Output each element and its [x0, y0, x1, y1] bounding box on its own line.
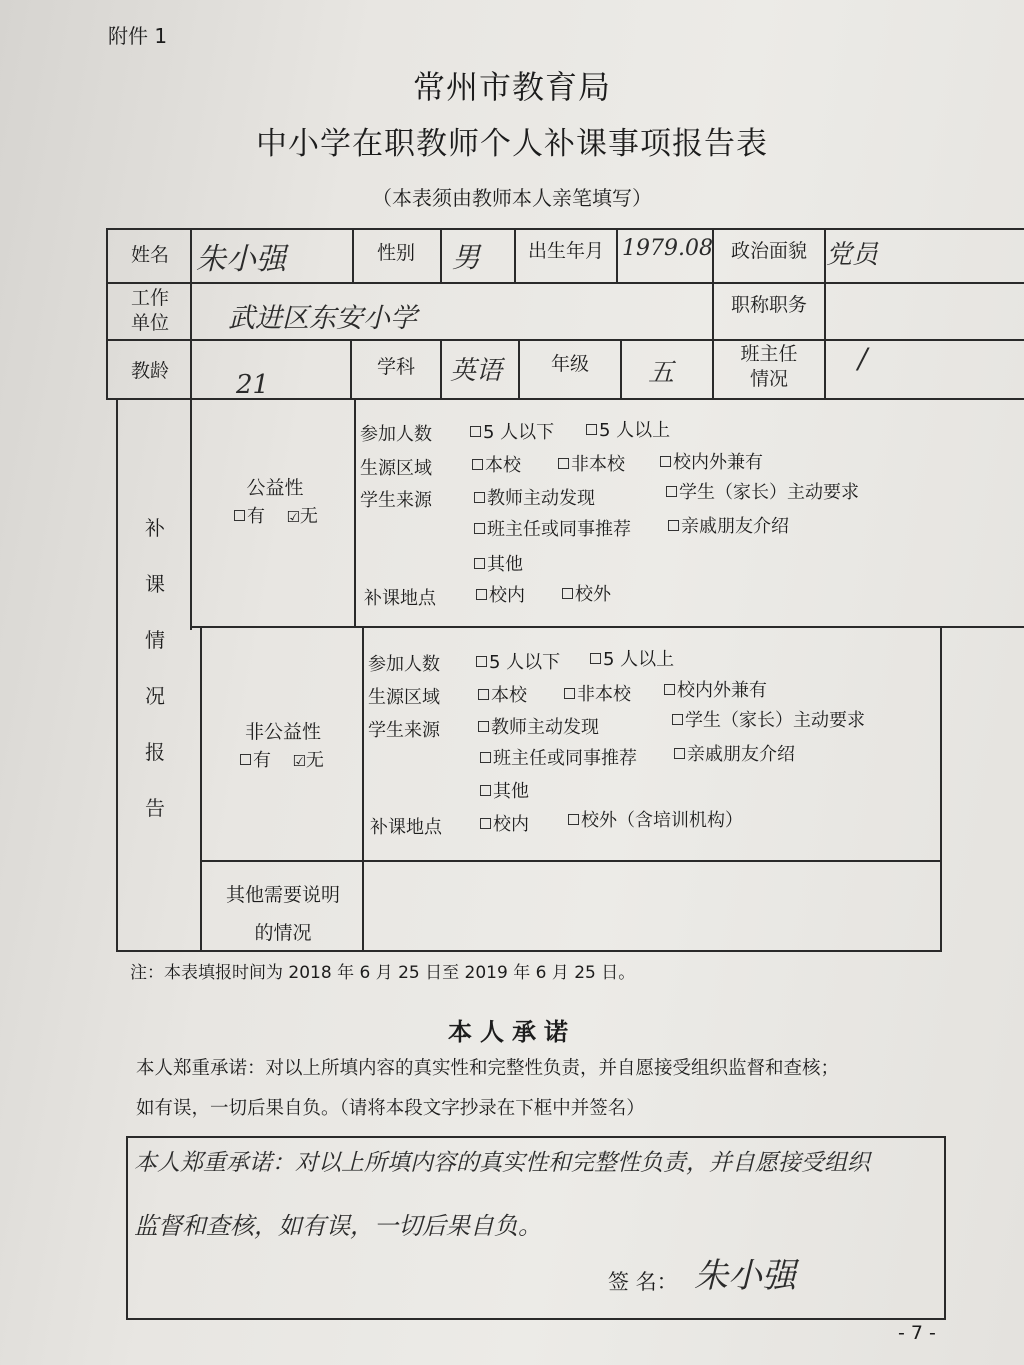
- option-label: 非本校: [577, 684, 631, 705]
- option-label: 校内外兼有: [677, 680, 767, 701]
- handwritten-promise-line2: 监督和查核，如有误，一切后果自负。: [134, 1212, 542, 1240]
- checkbox[interactable]: [660, 456, 671, 467]
- other-notes-label-line1: 其他需要说明: [225, 884, 340, 906]
- table-line: [106, 282, 1024, 284]
- work-unit-value: 武进区东安小学: [228, 303, 417, 334]
- name-value: 朱小强: [196, 242, 286, 277]
- section-char: 课: [145, 572, 165, 596]
- nonpublic-source-option: [480, 777, 529, 803]
- checkbox[interactable]: [480, 752, 491, 763]
- annex-label: 附件 1: [108, 24, 168, 48]
- public-welfare-label: 公益性: [246, 477, 304, 499]
- public-location-label: 补课地点: [364, 588, 436, 609]
- section-char: 情: [145, 628, 165, 652]
- option-label: 5 人以下: [483, 422, 555, 443]
- non-public-welfare-label: 非公益性: [244, 721, 321, 743]
- subtitle: （本表须由教师本人亲笔填写）: [372, 186, 652, 210]
- checkbox[interactable]: [564, 688, 575, 699]
- checkbox[interactable]: [586, 424, 597, 435]
- checkmark-icon: ☑: [292, 752, 306, 770]
- nonpublic-source-label: 学生来源: [368, 720, 440, 741]
- option-label: 其他: [487, 554, 523, 575]
- head-teacher-label-line2: 情况: [749, 368, 788, 390]
- nonpublic-region-option: [564, 680, 631, 706]
- option-label: 学生（家长）主动要求: [685, 710, 865, 731]
- checkbox[interactable]: [562, 588, 573, 599]
- table-line: [440, 228, 442, 282]
- nonpublic-participants-option: [590, 645, 674, 671]
- table-border-right: [940, 628, 942, 952]
- checkbox[interactable]: [478, 689, 489, 700]
- non-public-welfare-choice: [240, 746, 324, 772]
- title-line-2: 中小学在职教师个人补课事项报告表: [256, 126, 768, 162]
- promise-box-border: [126, 1318, 946, 1320]
- table-line: [350, 339, 352, 398]
- promise-title: 本人承诺: [448, 1018, 576, 1046]
- table-line: [200, 628, 202, 952]
- checkbox[interactable]: [668, 520, 679, 531]
- public-region-option: [660, 448, 763, 474]
- checkbox[interactable]: [664, 684, 675, 695]
- grade-value: 五: [648, 358, 675, 388]
- table-line: [192, 626, 1024, 628]
- public-participants-label: 参加人数: [360, 424, 432, 445]
- other-notes-label-line2: 的情况: [254, 922, 312, 944]
- option-label: 本校: [491, 685, 527, 706]
- checkbox[interactable]: [558, 458, 569, 469]
- checkbox[interactable]: [474, 523, 485, 534]
- title-line-1: 常州市教育局: [412, 68, 611, 106]
- table-line: [616, 228, 618, 282]
- nonpublic-source-option: [478, 713, 599, 739]
- nonpublic-location-option: [480, 810, 529, 836]
- section-char: 补: [145, 516, 165, 540]
- option-label: 校内: [489, 585, 525, 606]
- page-number: - 7 -: [898, 1322, 936, 1344]
- table-border-left: [116, 398, 118, 952]
- nonpublic-location-label: 补课地点: [370, 817, 442, 838]
- handwritten-signature: 朱小强: [694, 1256, 796, 1296]
- checkbox[interactable]: [472, 459, 483, 470]
- option-label: 有: [247, 506, 265, 527]
- table-line: [190, 228, 192, 630]
- nonpublic-region-option: [664, 676, 767, 702]
- politics-value: 党员: [826, 240, 879, 270]
- checkbox[interactable]: [470, 426, 481, 437]
- handwritten-promise-line1: 本人郑重承诺：对以上所填内容的真实性和完整性负责，并自愿接受组织: [134, 1150, 870, 1176]
- head-teacher-label-line1: 班主任: [740, 343, 798, 365]
- public-participants-option: [470, 418, 554, 444]
- option-label: 5 人以上: [603, 649, 675, 670]
- checkbox[interactable]: [480, 785, 491, 796]
- option-label: 班主任或同事推荐: [493, 748, 637, 769]
- table-line: [620, 339, 622, 398]
- nonpublic-source-option: [672, 706, 865, 732]
- grade-label: 年级: [550, 353, 589, 375]
- section-char: 报: [145, 740, 165, 764]
- table-line: [518, 339, 520, 398]
- option-label: 校外: [575, 584, 611, 605]
- option-label: 本校: [485, 455, 521, 476]
- public-source-option: [666, 478, 859, 504]
- birth-value: 1979.08: [622, 236, 713, 261]
- option-label: 亲戚朋友介绍: [681, 516, 789, 537]
- table-line: [440, 339, 442, 398]
- option-label: 班主任或同事推荐: [487, 519, 631, 540]
- checkbox[interactable]: [240, 754, 251, 765]
- option-label: 学生（家长）主动要求: [679, 482, 859, 503]
- option-label: 无: [299, 506, 318, 527]
- head-teacher-value: /: [858, 342, 868, 375]
- section-char: 告: [145, 796, 165, 820]
- table-line: [354, 398, 356, 628]
- table-line: [106, 228, 108, 398]
- work-unit-label-line2: 单位: [130, 312, 169, 334]
- public-region-label: 生源区域: [360, 458, 432, 479]
- option-label: 校外（含培训机构）: [581, 810, 743, 831]
- nonpublic-location-option: [568, 806, 743, 832]
- supplementary-class-report-label: [140, 512, 170, 848]
- subject-value: 英语: [450, 356, 503, 386]
- public-source-option: [668, 512, 789, 538]
- nonpublic-region-option: [478, 681, 527, 707]
- teaching-years-value: 21: [236, 370, 270, 400]
- option-label: 5 人以下: [489, 652, 561, 673]
- option-label: 校内: [493, 814, 529, 835]
- option-label: 亲戚朋友介绍: [687, 744, 795, 765]
- public-location-option: [562, 580, 611, 606]
- table-line: [106, 339, 1024, 341]
- checkbox[interactable]: [474, 558, 485, 569]
- other-notes-label: [204, 876, 362, 952]
- gender-value: 男: [452, 241, 481, 274]
- option-label: 有: [253, 750, 271, 771]
- promise-box-border: [944, 1136, 946, 1318]
- nonpublic-source-option: [480, 744, 637, 770]
- table-line: [362, 628, 364, 952]
- public-participants-option: [586, 416, 670, 442]
- form-note: 注：本表填报时间为 2018 年 6 月 25 日至 2019 年 6 月 25 日。: [130, 963, 636, 983]
- nonpublic-participants-option: [476, 648, 560, 674]
- politics-label: 政治面貌: [730, 240, 807, 262]
- name-label: 姓名: [130, 244, 169, 266]
- subject-label: 学科: [376, 356, 415, 378]
- table-line: [514, 228, 516, 282]
- option-label: 校内外兼有: [673, 452, 763, 473]
- checkbox[interactable]: [234, 510, 245, 521]
- checkbox[interactable]: [590, 653, 601, 664]
- table-border-top: [106, 228, 1024, 230]
- option-label: 其他: [493, 781, 529, 802]
- signature-label: 签 名：: [608, 1270, 678, 1294]
- nonpublic-source-option: [674, 740, 795, 766]
- promise-box-border: [126, 1136, 128, 1320]
- public-region-option: [472, 451, 521, 477]
- checkbox[interactable]: [476, 589, 487, 600]
- checkbox[interactable]: [666, 486, 677, 497]
- checkbox[interactable]: [480, 818, 491, 829]
- checkbox[interactable]: [478, 721, 489, 732]
- checkbox[interactable]: [672, 714, 683, 725]
- work-unit-label-line1: 工作: [130, 287, 169, 309]
- option-label: 非本校: [571, 454, 625, 475]
- work-unit-label: [112, 286, 188, 336]
- teaching-years-label: 教龄: [130, 360, 169, 382]
- option-label: 5 人以上: [599, 420, 671, 441]
- public-source-option: [474, 550, 523, 576]
- checkbox[interactable]: [474, 492, 485, 503]
- option-label: 教师主动发现: [491, 717, 599, 738]
- public-region-option: [558, 450, 625, 476]
- gender-label: 性别: [376, 242, 415, 264]
- checkbox[interactable]: [476, 656, 487, 667]
- table-line: [202, 860, 942, 862]
- checkmark-icon: ☑: [286, 508, 300, 526]
- table-line: [352, 228, 354, 282]
- title-duty-label: 职称职务: [730, 294, 807, 316]
- promise-text-line2: 如有误，一切后果自负。（请将本段文字抄录在下框中并签名）: [136, 1098, 645, 1119]
- birth-label: 出生年月: [527, 240, 604, 262]
- promise-text-line1: 本人郑重承诺：对以上所填内容的真实性和完整性负责，并自愿接受组织监督和查核；: [136, 1058, 840, 1079]
- public-welfare-choice: [234, 502, 318, 528]
- option-label: 教师主动发现: [487, 488, 595, 509]
- option-label: 无: [305, 750, 324, 771]
- section-char: 况: [145, 684, 165, 708]
- head-teacher-label: [716, 342, 822, 392]
- public-location-option: [476, 581, 525, 607]
- public-source-option: [474, 515, 631, 541]
- nonpublic-participants-label: 参加人数: [368, 654, 440, 675]
- checkbox[interactable]: [674, 748, 685, 759]
- promise-box-border: [126, 1136, 946, 1138]
- public-source-label: 学生来源: [360, 490, 432, 511]
- nonpublic-region-label: 生源区域: [368, 687, 440, 708]
- checkbox[interactable]: [568, 814, 579, 825]
- public-source-option: [474, 484, 595, 510]
